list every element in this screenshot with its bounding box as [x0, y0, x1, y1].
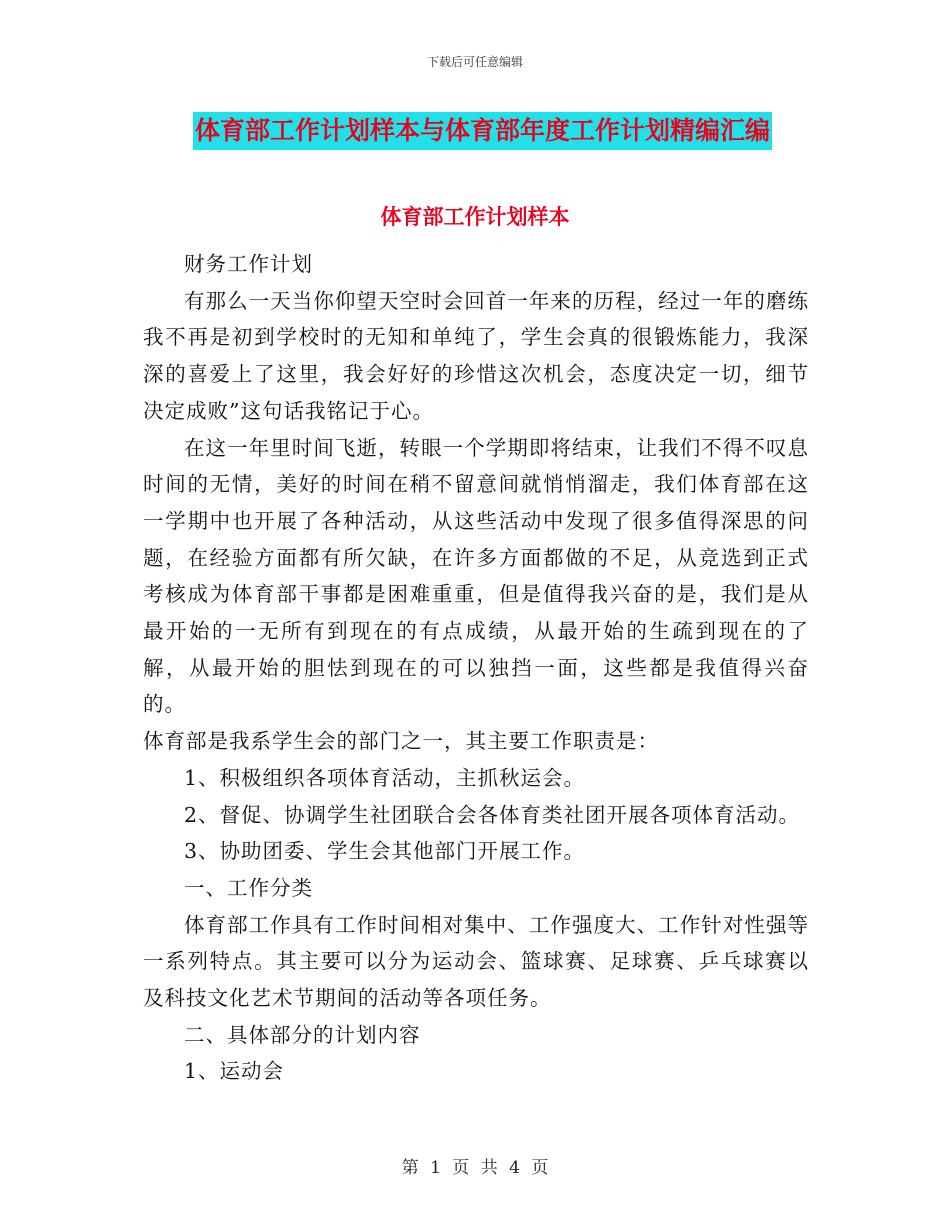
main-title: 体育部工作计划样本与体育部年度工作计划精编汇编 — [193, 112, 772, 150]
paragraph-year-review: 在这一年里时间飞逝，转眼一个学期即将结束，让我们不得不叹息时间的无情，美好的时间在稍不留意间就悄悄溜走，我们体育部在这一学期中也开展了各种活动，从这些活动中发现了很多值得深思的问题，在经验方面都有所欠缺，在许多方面都做的不足，从竞选到正式考核成为体育部干事都是困难重重，但是值得我兴奋的是，我们是从最开始的一无所有到现在的有点成绩，从最开始的生疏到现在的了解，从最开始的胆怯到现在的可以独挡一面，这些都是我值得兴奋的。 — [143, 435, 809, 717]
paragraph-work-types: 体育部工作具有工作时间相对集中、工作强度大、工作针对性强等一系列特点。其主要可以分为运动会、篮球赛、足球赛、乒乓球赛以及科技文化艺术节期间的活动等各项任务。 — [143, 912, 809, 1011]
page-label-mid: 页 共 — [452, 1158, 498, 1178]
paragraph-finance-plan: 财务工作计划 — [184, 252, 313, 276]
paragraph-duty-3: 3、协助团委、学生会其他部门开展工作。 — [184, 839, 586, 864]
total-pages-number: 4 — [509, 1158, 520, 1178]
current-page-number: 1 — [430, 1158, 441, 1178]
section-heading-plan-content: 二、具体部分的计划内容 — [184, 1022, 421, 1047]
page-label-prefix: 第 — [401, 1158, 419, 1178]
document-body — [143, 246, 809, 1090]
section-heading-work-types: 一、工作分类 — [184, 875, 313, 900]
header-note: 下载后可任意编辑 — [426, 55, 523, 69]
sub-title: 体育部工作计划样本 — [380, 205, 570, 229]
paragraph-duties-intro: 体育部是我系学生会的部门之一，其主要工作职责是： — [143, 729, 659, 754]
paragraph-intro: 有那么一天当你仰望天空时会回首一年来的历程，经过一年的磨练我不再是初到学校时的无知和单纯了，学生会真的很锻炼能力，我深深的喜爱上了这里，我会好好的珍惜这次机会，态度决定一切，细节决定成败”这句话我铭记于心。 — [143, 288, 809, 423]
paragraph-duty-1: 1、积极组织各项体育活动，主抓秋运会。 — [184, 765, 586, 790]
page-label-suffix: 页 — [531, 1158, 549, 1178]
page-footer — [0, 1153, 950, 1178]
subsection-heading-sports-meet: 1、运动会 — [184, 1059, 285, 1084]
paragraph-duty-2: 2、督促、协调学生社团联合会各体育类社团开展各项体育活动。 — [184, 802, 801, 827]
